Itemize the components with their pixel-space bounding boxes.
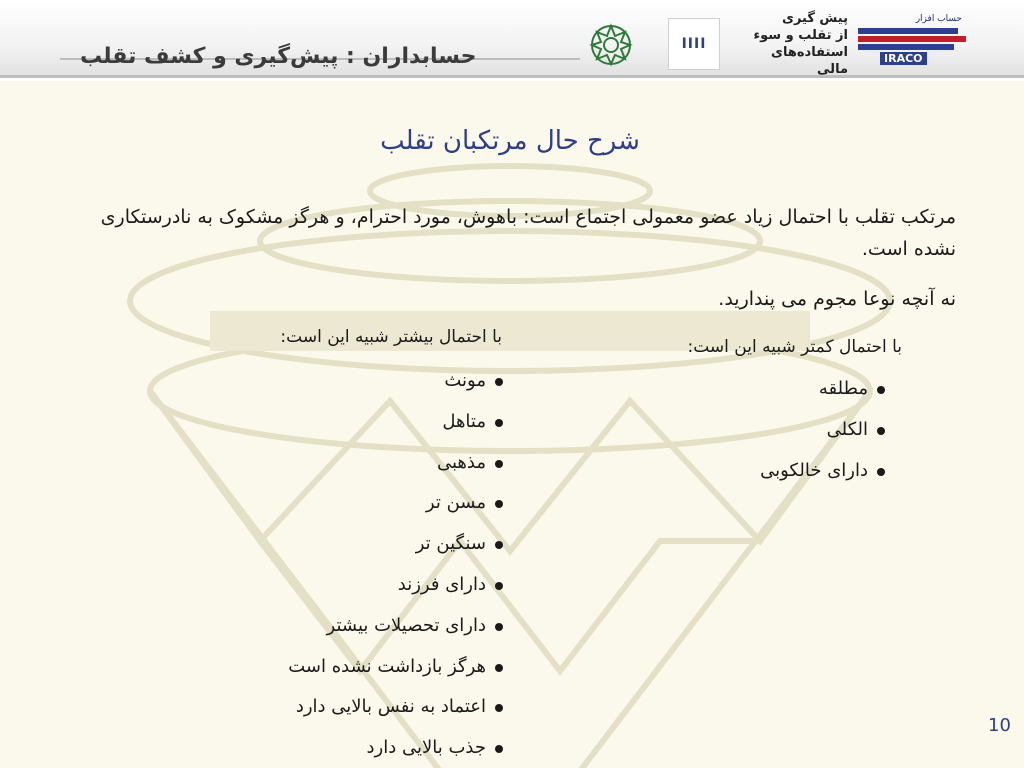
more-likely-heading: با احتمال بیشتر شبیه این است: <box>280 327 502 347</box>
logo-line-1: پیش گیری <box>782 11 848 26</box>
list-item: متاهل <box>166 402 506 443</box>
list-item: مسن تر <box>166 483 506 524</box>
logo-line-2: از تقلب و سوء <box>753 28 848 43</box>
header-banner <box>0 0 1024 78</box>
list-item: هرگز بازداشت نشده است <box>166 647 506 688</box>
iraco-label: حساب افزار <box>915 14 962 24</box>
list-item: جذب بالایی دارد <box>166 728 506 768</box>
emblem-logo-icon <box>588 22 634 68</box>
intro-paragraph: مرتکب تقلب با احتمال زیاد عضو معمولی اجتماع است: باهوش، مورد احترام، و هرگز مشکوک به نادرستکاری نشده است. <box>100 206 956 260</box>
more-likely-list <box>166 361 506 768</box>
list-item: الکلی <box>548 410 888 451</box>
page-number: 10 <box>988 715 1011 736</box>
list-item: مطلقه <box>548 369 888 410</box>
slide-title: شرح حال مرتکبان تقلب <box>380 126 640 156</box>
list-item: مذهبی <box>166 443 506 484</box>
iraco-logo <box>858 14 966 64</box>
logo-line-3: استفاده‌های مالی <box>771 45 848 77</box>
slide-content <box>0 81 1024 768</box>
less-likely-list <box>548 369 888 491</box>
list-item: مونث <box>166 361 506 402</box>
less-likely-heading: با احتمال کمتر شبیه این است: <box>687 337 902 357</box>
iraco-brand: IRACO <box>880 52 927 65</box>
brand-mark-logo <box>668 18 720 70</box>
header-title: حسابداران : پیش‌گیری و کشف تقلب <box>80 44 477 69</box>
program-logo-text <box>752 10 848 78</box>
secondary-paragraph: نه آنچه نوعا مجوم می پندارید. <box>718 288 956 310</box>
list-item: سنگین تر <box>166 524 506 565</box>
list-item: دارای تحصیلات بیشتر <box>166 606 506 647</box>
list-item: اعتماد به نفس بالایی دارد <box>166 687 506 728</box>
list-item: دارای فرزند <box>166 565 506 606</box>
list-item: دارای خالکوبی <box>548 451 888 492</box>
brand-mark-text: IIII <box>681 36 707 52</box>
